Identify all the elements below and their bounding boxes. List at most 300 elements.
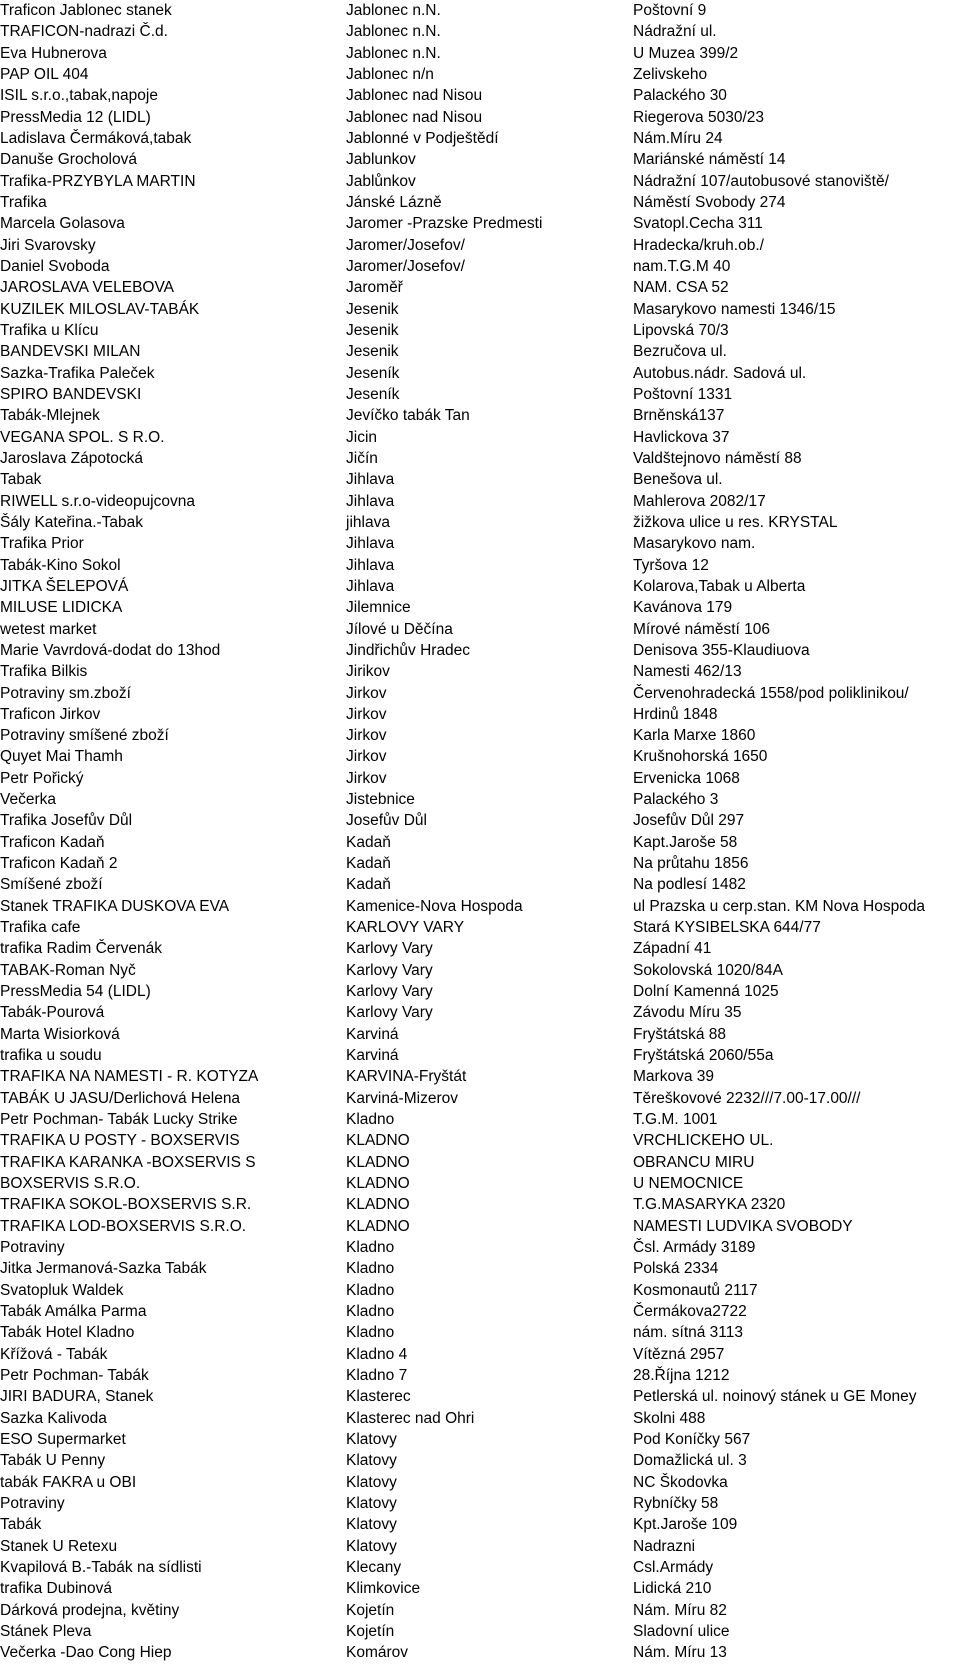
shop-name-cell: VEGANA SPOL. S R.O. [0,428,165,446]
shop-name-cell: JAROSLAVA VELEBOVA [0,279,175,297]
table-row [0,277,960,298]
city-cell: Klatovy [346,1494,397,1512]
shop-name-cell: TRAFIKA SOKOL-BOXSERVIS S.R. [0,1196,252,1214]
city-cell: Jablůnkov [346,172,416,190]
table-row [0,576,960,597]
street-address-cell: Nám. Míru 82 [633,1601,727,1619]
shop-name-cell: Petr Pořický [0,769,84,787]
city-cell: Jeseník [346,364,400,382]
street-address-cell: Havlickova 37 [633,428,730,446]
city-cell: Karviná-Mizerov [346,1089,458,1107]
shop-name-cell: Tabák U Penny [0,1452,106,1470]
street-address-cell: Fryštátská 2060/55a [633,1047,774,1065]
city-cell: Klatovy [346,1473,397,1491]
street-address-cell: Palackého 3 [633,791,719,809]
city-cell: KLADNO [346,1196,410,1214]
city-cell: Kojetín [346,1601,395,1619]
city-cell: Jihlava [346,492,395,510]
street-address-cell: žižkova ulice u res. KRYSTAL [633,513,838,531]
table-row [0,43,960,64]
street-address-cell: Autobus.nádr. Sadová ul. [633,364,807,382]
shop-name-cell: TRAFIKA KARANKA -BOXSERVIS S [0,1153,256,1171]
city-cell: Karlovy Vary [346,961,433,979]
street-address-cell: Závodu Míru 35 [633,1004,742,1022]
city-cell: Kadaň [346,833,391,851]
table-row [0,1450,960,1471]
city-cell: Jihlava [346,535,395,553]
street-address-cell: OBRANCU MIRU [633,1153,755,1171]
shop-name-cell: Tabák [0,1516,42,1534]
table-row [0,341,960,362]
table-row [0,938,960,959]
street-address-cell: Bezručova ul. [633,343,727,361]
city-cell: Jindřichův Hradec [346,641,471,659]
city-cell: Klatovy [346,1516,397,1534]
table-row [0,128,960,149]
table-row [0,299,960,320]
street-address-cell: Zelivskeho [633,65,708,83]
shop-name-cell: Tabak [0,471,42,489]
street-address-cell: Čermákova2722 [633,1303,747,1321]
table-row [0,1088,960,1109]
street-address-cell: Fryštátská 88 [633,1025,727,1043]
city-cell: Kadaň [346,876,391,894]
street-address-cell: Červenohradecká 1558/pod poliklinikou/ [633,684,909,702]
city-cell: Jeseník [346,385,400,403]
shop-name-cell: Potraviny sm.zboží [0,684,131,702]
shop-name-cell: Sazka-Trafika Paleček [0,364,155,382]
shop-name-cell: Trafika u Klícu [0,321,99,339]
shop-name-cell: Ladislava Čermáková,tabak [0,129,192,147]
city-cell: Jesenik [346,300,399,318]
shop-name-cell: BANDEVSKI MILAN [0,343,141,361]
city-cell: Kladno [346,1260,395,1278]
table-row [0,1002,960,1023]
city-cell: Klatovy [346,1430,397,1448]
shop-name-cell: TRAFIKA NA NAMESTI - R. KOTYZA [0,1068,259,1086]
table-row [0,768,960,789]
table-row [0,64,960,85]
table-row [0,384,960,405]
table-row [0,1152,960,1173]
street-address-cell: Valdštejnovo náměstí 88 [633,449,802,467]
city-cell: Jablonec nad Nisou [346,87,483,105]
shop-name-cell: Jitka Jermanová-Sazka Tabák [0,1260,207,1278]
shop-name-cell: Marcela Golasova [0,215,125,233]
shop-name-cell: Tabák Hotel Kladno [0,1324,135,1342]
street-address-cell: Masarykovo nam. [633,535,756,553]
shop-name-cell: Potraviny [0,1494,65,1512]
street-address-cell: T.G.M. 1001 [633,1111,718,1129]
shop-name-cell: Smíšené zboží [0,876,103,894]
table-row [0,832,960,853]
street-address-cell: Csl.Armády [633,1558,714,1576]
table-row [0,619,960,640]
shop-name-cell: Dárková prodejna, květiny [0,1601,180,1619]
table-row [0,981,960,1002]
shop-name-cell: Marta Wisiorková [0,1025,120,1043]
city-cell: KARLOVY VARY [346,919,465,937]
street-address-cell: Denisova 355-Klaudiuova [633,641,810,659]
street-address-cell: 28.Října 1212 [633,1367,730,1384]
shop-name-cell: Marie Vavrdová-dodat do 13hod [0,641,221,659]
shop-name-cell: Tabák-Mlejnek [0,407,100,425]
shop-name-cell: Quyet Mai Thamh [0,748,123,766]
city-cell: Jesenik [346,321,399,339]
shop-name-cell: Trafika Josefův Důl [0,812,133,830]
city-cell: Karlovy Vary [346,940,433,958]
table-row [0,469,960,490]
street-address-cell: Palackého 30 [633,87,727,105]
shop-name-cell: JIRI BADURA, Stanek [0,1388,154,1406]
table-row [0,1322,960,1343]
shop-name-cell: Svatopluk Waldek [0,1281,124,1299]
street-address-cell: VRCHLICKEHO UL. [633,1132,774,1150]
street-address-cell: Nadrazni [633,1537,696,1555]
table-row [0,960,960,981]
city-cell: Jihlava [346,556,395,574]
city-cell: Jevíčko tabák Tan [346,407,470,425]
city-cell: Karviná [346,1025,399,1043]
street-address-cell: NAMESTI LUDVIKA SVOBODY [633,1217,853,1235]
city-cell: Jičín [346,449,378,467]
shop-name-cell: Traficon Jirkov [0,705,101,723]
table-row [0,1280,960,1301]
city-cell: Josefův Důl [346,812,427,830]
street-address-cell: nám. sítná 3113 [633,1324,744,1342]
city-cell: Kamenice-Nova Hospoda [346,897,523,915]
shop-name-cell: TRAFIKA LOD-BOXSERVIS S.R.O. [0,1217,247,1235]
shop-name-cell: MILUSE LIDICKA [0,599,123,617]
city-cell: Jablonné v Podještědí [346,129,499,147]
table-row [0,789,960,810]
city-cell: Klatovy [346,1452,397,1470]
shop-name-cell: Sazka Kalivoda [0,1409,107,1427]
shop-name-cell: trafika u soudu [0,1047,102,1065]
street-address-cell: Mariánské náměstí 14 [633,151,786,169]
city-cell: Jihlava [346,577,395,595]
table-row [0,192,960,213]
street-address-cell: Petlerská ul. noinový stánek u GE Money [633,1388,917,1406]
city-cell: KLADNO [346,1217,410,1235]
table-row [0,810,960,831]
city-cell: Klasterec nad Ohri [346,1409,475,1427]
street-address-cell: Svatopl.Cecha 311 [633,215,763,233]
street-address-cell: Nádražní 107/autobusové stanoviště/ [633,172,889,190]
city-cell: Jablunkov [346,151,416,169]
city-cell: Jablonec n.N. [346,44,441,62]
street-address-cell: Karla Marxe 1860 [633,727,756,745]
city-cell: Jaroměř [346,279,403,297]
city-cell: Kladno [346,1324,395,1342]
street-address-cell: Vítězná 2957 [633,1345,725,1363]
street-address-cell: Josefův Důl 297 [633,812,745,830]
city-cell: Kladno 7 [346,1367,408,1384]
shop-name-cell: Tabák-Kino Sokol [0,556,121,574]
table-row [0,853,960,874]
table-row [0,683,960,704]
city-cell: Jílové u Děčína [346,620,453,638]
table-row [0,1216,960,1237]
table-row [0,491,960,512]
shop-name-cell: Šály Kateřina.-Tabak [0,513,144,531]
shop-name-cell: Eva Hubnerova [0,44,107,62]
shop-name-cell: KUZILEK MILOSLAV-TABÁK [0,300,200,318]
street-address-cell: Na podlesí 1482 [633,876,746,894]
shop-name-cell: Trafika [0,193,47,211]
table-row [0,1194,960,1215]
city-cell: KLADNO [346,1175,410,1193]
city-cell: Kladno 4 [346,1345,408,1363]
shop-name-cell: Traficon Jablonec stanek [0,2,172,19]
street-address-cell: NC Škodovka [633,1473,728,1491]
table-row [0,405,960,426]
street-address-cell: Poštovní 9 [633,2,707,19]
table-row [0,1258,960,1279]
table-row [0,725,960,746]
shop-name-cell: ISIL s.r.o.,tabak,napoje [0,87,158,105]
table-row [0,1600,960,1621]
table-row [0,1386,960,1407]
table-row [0,1472,960,1493]
street-address-cell: Skolni 488 [633,1409,706,1427]
city-cell: Klatovy [346,1537,397,1555]
table-row [0,896,960,917]
table-row [0,1130,960,1151]
shop-name-cell: Tabák Amálka Parma [0,1303,147,1321]
street-address-cell: Sladovní ulice [633,1622,730,1640]
street-address-cell: Markova 39 [633,1068,714,1086]
street-address-cell: U Muzea 399/2 [633,44,739,62]
table-row [0,107,960,128]
city-cell: Klasterec [346,1388,411,1406]
city-cell: KARVINA-Fryštát [346,1068,467,1086]
shop-name-cell: Stanek TRAFIKA DUSKOVA EVA [0,897,230,915]
shop-name-cell: TRAFICON-nadrazi Č.d. [0,23,168,41]
city-cell: Jaromer/Josefov/ [346,236,465,254]
shop-name-cell: Potraviny [0,1239,65,1257]
table-row [0,1045,960,1066]
street-address-cell: Riegerova 5030/23 [633,108,764,126]
shop-name-cell: BOXSERVIS S.R.O. [0,1175,141,1193]
street-address-cell: Kosmonautů 2117 [633,1281,758,1299]
table-row [0,1493,960,1514]
street-address-cell: ul Prazska u cerp.stan. KM Nova Hospoda [633,897,926,915]
city-cell: Jilemnice [346,599,411,617]
city-cell: Jablonec n.N. [346,23,441,41]
street-address-cell: Kavánova 179 [633,599,733,617]
street-address-cell: Lidická 210 [633,1580,712,1598]
table-row [0,0,960,21]
street-address-cell: Brněnská137 [633,407,725,425]
table-row [0,363,960,384]
shop-name-cell: Petr Pochman- Tabák Lucky Strike [0,1111,238,1129]
street-address-cell: Dolní Kamenná 1025 [633,983,779,1001]
street-address-cell: Hradecka/kruh.ob./ [633,236,764,254]
table-row [0,1173,960,1194]
city-cell: Jesenik [346,343,399,361]
shop-name-cell: Večerka -Dao Cong Hiep [0,1644,172,1662]
city-cell: Karlovy Vary [346,983,433,1001]
city-cell: Jablonec nad Nisou [346,108,483,126]
table-row [0,1301,960,1322]
table-row [0,171,960,192]
table-row [0,235,960,256]
street-address-cell: Krušnohorská 1650 [633,748,768,766]
table-row [0,704,960,725]
shop-name-cell: tabák FAKRA u OBI [0,1473,137,1491]
shop-name-cell: Jaroslava Zápotocká [0,449,144,467]
city-cell: Jaromer/Josefov/ [346,257,465,275]
street-address-cell: Hrdinů 1848 [633,705,718,723]
shop-name-cell: Večerka [0,791,57,809]
street-address-cell: Západní 41 [633,940,712,958]
shop-name-cell: Danuše Grocholová [0,151,137,169]
street-address-cell: Kpt.Jaroše 109 [633,1516,738,1534]
shop-name-cell: Stánek Pleva [0,1622,92,1640]
shop-name-cell: Traficon Kadaň 2 [0,855,118,873]
table-row [0,85,960,106]
table-row [0,640,960,661]
shop-name-cell: TABAK-Roman Nyč [0,961,136,979]
shop-name-cell: TRAFIKA U POSTY - BOXSERVIS [0,1132,240,1150]
shop-name-cell: JITKA ŠELEPOVÁ [0,577,129,595]
shop-name-cell: Petr Pochman- Tabák [0,1367,149,1384]
street-address-cell: Lipovská 70/3 [633,321,729,339]
table-row [0,448,960,469]
city-cell: Jihlava [346,471,395,489]
street-address-cell: Sokolovská 1020/84A [633,961,783,979]
shop-name-cell: trafika Radim Červenák [0,940,162,958]
street-address-cell: Kolarova,Tabak u Alberta [633,577,806,595]
table-row [0,1642,960,1663]
city-cell: KLADNO [346,1132,410,1150]
street-address-cell: Náměstí Svobody 274 [633,193,786,211]
shop-name-cell: Traficon Kadaň [0,833,105,851]
street-address-cell: Namesti 462/13 [633,663,742,681]
shop-name-cell: Tabák-Pourová [0,1004,105,1022]
table-row [0,320,960,341]
table-row [0,149,960,170]
city-cell: jihlava [346,513,390,531]
shop-name-cell: trafika Dubinová [0,1580,113,1598]
shop-name-cell: Kvapilová B.-Tabák na sídlisti [0,1558,202,1576]
street-address-cell: Rybníčky 58 [633,1494,719,1512]
shop-name-cell: Jiri Svarovsky [0,236,96,254]
shop-name-cell: PressMedia 12 (LIDL) [0,108,151,126]
shop-name-cell: Stanek U Retexu [0,1537,118,1555]
shop-name-cell: Trafika Prior [0,535,84,553]
city-cell: Klecany [346,1558,402,1576]
street-address-cell: Nám. Míru 13 [633,1644,727,1662]
city-cell: Kojetín [346,1622,395,1640]
shop-name-cell: PressMedia 54 (LIDL) [0,983,151,1001]
shop-name-cell: PAP OIL 404 [0,65,89,83]
table-row [0,213,960,234]
street-address-cell: Domažlická ul. 3 [633,1452,747,1470]
shop-name-cell: Trafika cafe [0,919,81,937]
street-address-cell: Tyršova 12 [633,556,709,574]
city-cell: Jaromer -Prazske Predmesti [346,215,543,233]
shop-name-cell: RIWELL s.r.o-videopujcovna [0,492,195,510]
city-cell: Jirkov [346,684,387,702]
table-row [0,1237,960,1258]
city-cell: Jistebnice [346,791,415,809]
table-row [0,1621,960,1642]
table-row [0,427,960,448]
city-cell: Jirkov [346,748,387,766]
street-address-cell: Čsl. Armády 3189 [633,1239,756,1257]
street-address-cell: Polská 2334 [633,1260,719,1278]
street-address-cell: Těreškovové 2232///7.00-17.00/// [633,1089,861,1107]
table-row [0,1066,960,1087]
city-cell: Jirkov [346,727,387,745]
street-address-cell: Mírové náměstí 106 [633,620,770,638]
shop-name-cell: Křížová - Tabák [0,1345,108,1363]
city-cell: Klimkovice [346,1580,421,1598]
street-address-cell: Na průtahu 1856 [633,855,749,873]
table-row [0,1408,960,1429]
table-row [0,533,960,554]
table-row [0,21,960,42]
shop-name-cell: wetest market [0,620,97,638]
street-address-cell: Benešova ul. [633,471,723,489]
table-row [0,746,960,767]
table-row [0,917,960,938]
city-cell: KLADNO [346,1153,410,1171]
street-address-cell: Kapt.Jaroše 58 [633,833,738,851]
city-cell: Kladno [346,1303,395,1321]
city-cell: Kladno [346,1281,395,1299]
shop-name-cell: SPIRO BANDEVSKI [0,385,142,403]
table-row [0,256,960,277]
city-cell: Jablonec n.N. [346,2,441,19]
shop-name-cell: Trafika-PRZYBYLA MARTIN [0,172,196,190]
street-address-cell: Stará KYSIBELSKA 644/77 [633,919,821,937]
street-address-cell: Mahlerova 2082/17 [633,492,766,510]
table-row [0,1557,960,1578]
city-cell: Kladno [346,1239,395,1257]
table-row [0,1024,960,1045]
street-address-cell: nam.T.G.M 40 [633,257,731,275]
table-row [0,1578,960,1599]
city-cell: Jirkov [346,705,387,723]
street-address-cell: Masarykovo namesti 1346/15 [633,300,836,318]
shop-name-cell: TABÁK U JASU/Derlichová Helena [0,1089,241,1107]
city-cell: Jánské Lázně [346,193,442,211]
street-address-cell: Nám.Míru 24 [633,129,723,147]
city-cell: Kadaň [346,855,391,873]
table-row [0,597,960,618]
street-address-cell: NAM. CSA 52 [633,279,729,297]
shop-name-cell: Trafika Bilkis [0,663,88,681]
city-cell: Kladno [346,1111,395,1129]
table-row [0,874,960,895]
city-cell: Karlovy Vary [346,1004,433,1022]
street-address-cell: Nádražní ul. [633,23,717,41]
shop-name-cell: ESO Supermarket [0,1430,126,1448]
table-row [0,1109,960,1130]
shop-name-cell: Potraviny smíšené zboží [0,727,169,745]
street-address-cell: Ervenicka 1068 [633,769,740,787]
table-row [0,1365,960,1386]
street-address-cell: Poštovní 1331 [633,385,733,403]
city-cell: Jirikov [346,663,390,681]
street-address-cell: Pod Koníčky 567 [633,1430,751,1448]
street-address-cell: T.G.MASARYKA 2320 [633,1196,786,1214]
table-row [0,555,960,576]
city-cell: Jicin [346,428,378,446]
